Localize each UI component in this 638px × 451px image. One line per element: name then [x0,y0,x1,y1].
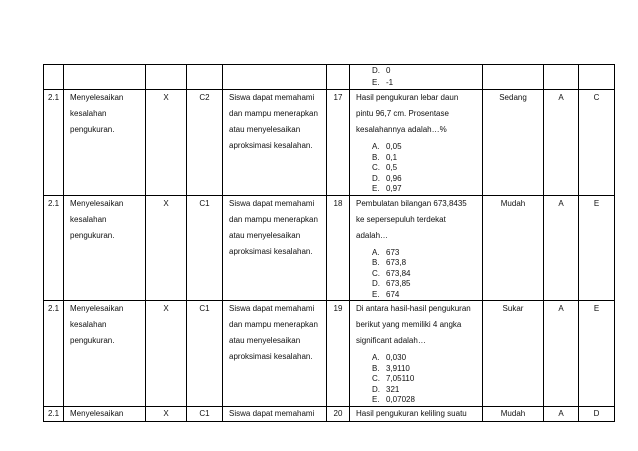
no-cell: 19 [327,301,350,407]
kd-cell: 2.1 [44,301,64,407]
kd-cell [44,65,64,90]
no-cell [327,65,350,90]
kelas-cell: X [146,301,187,407]
kol9-cell: A [544,301,579,407]
kol9-cell: A [544,90,579,196]
indikator-cell: Siswa dapat memahami dan mampu menerapkan atau menyelesaikan aproksimasi kesalahan. [223,301,327,407]
option-item: D. 0,96 [372,173,402,183]
option-item: D. 0 [372,66,391,75]
materi-cell: Menyelesaikan kesalahan pengukuran. [64,301,146,407]
materi-cell: Menyelesaikan kesalahan pengukuran. [64,90,146,196]
kol10-cell [579,65,615,90]
kelas-cell: X [146,406,187,421]
kesukaran-cell: Sedang [483,90,544,196]
table-row [44,90,615,196]
option-item: E. -1 [372,78,394,87]
no-cell: 18 [327,195,350,301]
kesukaran-cell [483,65,544,90]
option-item: E. 674 [372,289,400,299]
materi-cell: Menyelesaikan [64,406,146,421]
materi-cell: Menyelesaikan kesalahan pengukuran. [64,195,146,301]
kol10-cell: E [579,195,615,301]
kelas-cell: X [146,195,187,301]
kol10-cell: D [579,406,615,421]
option-item: C. 673,84 [372,268,411,278]
table-row [44,406,615,421]
level-cell: C1 [187,301,223,407]
option-item: E. 0,97 [372,184,402,193]
kelas-cell [146,65,187,90]
indikator-cell: Siswa dapat memahami [223,406,327,421]
table-row [44,65,615,90]
materi-cell [64,65,146,90]
kd-cell: 2.1 [44,90,64,196]
level-cell [187,65,223,90]
kd-cell: 2.1 [44,406,64,421]
kesukaran-cell: Mudah [483,195,544,301]
level-cell: C2 [187,90,223,196]
kelas-cell: X [146,90,187,196]
option-item: C. 7,05110 [372,374,415,383]
soal-cell: Hasil pengukuran lebar daun pintu 96,7 cm. Prosentase kesalahannya adalah…% A. 0,05 B. 0,1 C. 0,5 D. 0,96 E. 0,97 [350,90,483,196]
kesukaran-cell: Mudah [483,406,544,421]
option-item: B. 0,1 [372,152,398,162]
soal-cell: Hasil pengukuran keliling suatu [350,406,483,421]
soal-cell [350,65,483,90]
option-item: A. 0,030 [372,353,407,362]
kol9-cell [544,65,579,90]
level-cell: C1 [187,406,223,421]
table-row [44,195,615,301]
option-item: E. 0,07028 [372,395,415,404]
question-grid-table [43,64,615,422]
option-list [356,65,482,89]
option-item: A. 0,05 [372,142,402,151]
kd-cell: 2.1 [44,195,64,301]
option-item: B. 3,9110 [372,363,410,373]
no-cell: 20 [327,406,350,421]
option-item: B. 673,8 [372,258,407,267]
kol10-cell: C [579,90,615,196]
level-cell: C1 [187,195,223,301]
option-item: D. 321 [372,384,400,394]
option-item: D. 673,85 [372,279,411,288]
kol9-cell: A [544,195,579,301]
kol9-cell: A [544,406,579,421]
indikator-cell [223,65,327,90]
option-list [356,248,482,301]
option-item: C. 0,5 [372,163,398,172]
kol10-cell: E [579,301,615,407]
soal-cell: Di antara hasil-hasil pengukuran berikut yang memiliki 4 angka significant adalah… A. 0,030 B. 3,9110 C. 7,05110 D. 321 E. 0,07028 [350,301,483,407]
option-item: A. 673 [372,247,400,257]
no-cell: 17 [327,90,350,196]
kesukaran-cell: Sukar [483,301,544,407]
option-list [356,142,482,195]
indikator-cell: Siswa dapat memahami dan mampu menerapkan atau menyelesaikan aproksimasi kesalahan. [223,90,327,196]
soal-cell: Pembulatan bilangan 673,8435 ke sepersepuluh terdekat adalah… A. 673 B. 673,8 C. 673,84 D. 673,85 E. 674 [350,195,483,301]
indikator-cell: Siswa dapat memahami dan mampu menerapkan atau menyelesaikan aproksimasi kesalahan. [223,195,327,301]
table-row [44,301,615,407]
option-list [356,353,482,406]
